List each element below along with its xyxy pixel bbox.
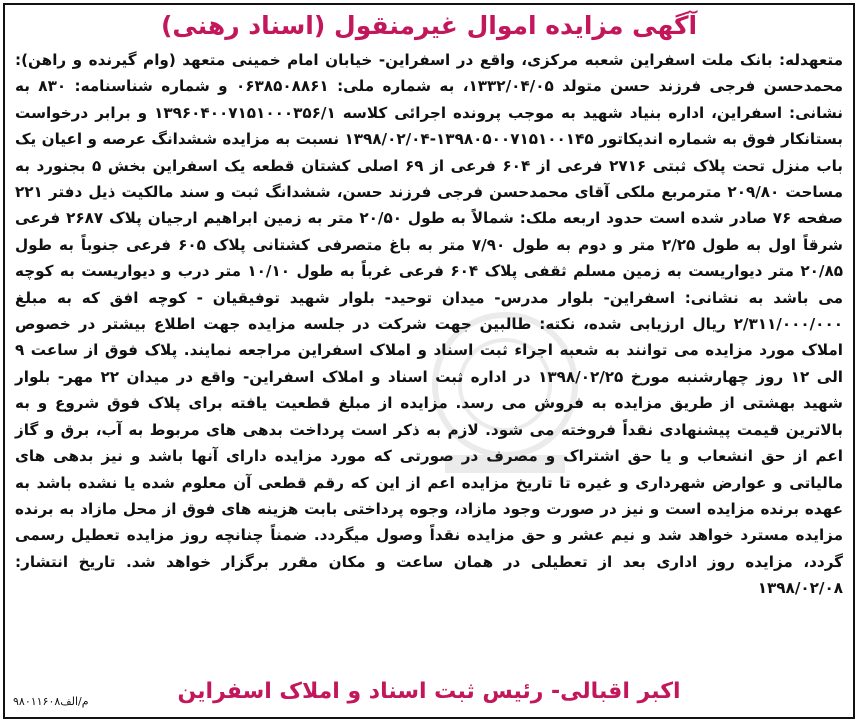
notice-title: آگهی مزایده اموال غیرمنقول (اسناد رهنی) bbox=[160, 11, 698, 40]
publish-date-label: تاریخ انتشار: bbox=[15, 552, 116, 571]
notice-frame bbox=[3, 3, 855, 719]
notice-body bbox=[15, 47, 843, 602]
reference-number: م/الف۹۸۰۱۱۶۰۸ bbox=[13, 695, 89, 708]
signature: اکبر اقبالی- رئیس ثبت اسناد و املاک اسفراین bbox=[177, 679, 681, 704]
notice-body-text: متعهدله: بانک ملت اسفراین شعبه مرکزی، واقع در اسفراین- خیابان امام خمینی متعهد (وام گیرنده و راهن): محمدحسن فرجی فرزند حسن متولد ۱۳۳۲/۰۴/۰۵، به شماره ملی: ۰۶۳۸۵۰۸۸۶۱ و شماره شناسنامه: ۸۳۰ به نشانی: اسفراین، اداره بنیاد شهید به موجب پرونده اجرائی کلاسه ۱۳۹۶۰۴۰۰۷۱۵۱۰۰۰۳۵۶/۱ و برابر درخواست بستانکار فوق به شماره اندیکاتور ۱۳۹۸۰۵۰۰۷۱۵۱۰۰۱۴۵-۱۳۹۸/۰۲/۰۴ نسبت به مزایده ششدانگ عرصه و اعیان یک باب منزل تحت پلاک ثبتی ۲۷۱۶ فرعی از ۶۰۴ فرعی از ۶۹ اصلی کشتان قطعه یک اسفراین بخش ۵ بجنورد به مساحت ۲۰۹/۸۰ مترمربع ملکی آقای محمدحسن فرجی فرزند حسن، ششدانگ ثبت و سند مالکیت ذیل دفتر ۲۲۱ صفحه ۷۶ صادر شده است حدود اربعه ملک: شمالاً به طول ۲۰/۵۰ متر به زمین ابراهیم ارجیان پلاک ۲۶۸۷ فرعی شرقاً اول به طول ۲/۲۵ متر و دوم به طول ۷/۹۰ متر به باغ متصرفی کشتانی پلاک ۶۰۵ فرعی جنوباً به طول ۲۰/۸۵ متر دیواریست به زمین مسلم ثقفی پلاک ۶۰۴ فرعی غرباً به طول ۱۰/۱۰ متر درب و دیواریست به کوچه می باشد به نشانی: اسفراین- بلوار مدرس- میدان توحید- بلوار شهید توفیقیان - کوچه افق که به مبلغ ۲/۳۱۱/۰۰۰/۰۰۰ ریال ارزیابی شده، نکته: طالبین جهت شرکت در جلسه مزایده جهت اطلاع بیشتر در خصوص املاک مورد مزایده می توانند به شعبه اجراء ثبت اسناد و املاک اسفراین مراجعه نمایند. پلاک فوق از ساعت ۹ الی ۱۲ روز چهارشنبه مورخ ۱۳۹۸/۰۲/۲۵ در اداره ثبت اسناد و املاک اسفراین- واقع در میدان ۲۲ مهر- بلوار شهید بهشتی از طریق مزایده به فروش می رسد. مزایده از مبلغ قطعیت یافته برای پلاک فوق شروع و به بالاترین قیمت پیشنهادی نقداً فروخته می شود. لازم به ذکر است پرداخت بدهی های مربوط به آب، برق و گاز اعم از حق انشعاب و یا حق اشتراک و مصرف در صورتی که مورد مزایده دارای آنها باشد و نیز بدهی های مالیاتی و عوارض شهرداری و غیره تا تاریخ مزایده اعم از این که رقم قطعی آن معلوم شده یا نشده باشد به عهده برنده مزایده است و نیز در صورت وجود مازاد، وجوه پرداختی بابت هزینه های فوق از محل مازاد به برنده مزایده مسترد خواهد شد و نیم عشر و حق مزایده نقداً وصول میگردد. ضمناً چنانچه روز مزایده تعطیل رسمی گردد، مزایده روز اداری بعد از تعطیلی در همان ساعت و مکان مقرر برگزار خواهد شد. bbox=[15, 51, 844, 571]
publish-date: ۱۳۹۸/۰۲/۰۸ bbox=[757, 579, 843, 598]
